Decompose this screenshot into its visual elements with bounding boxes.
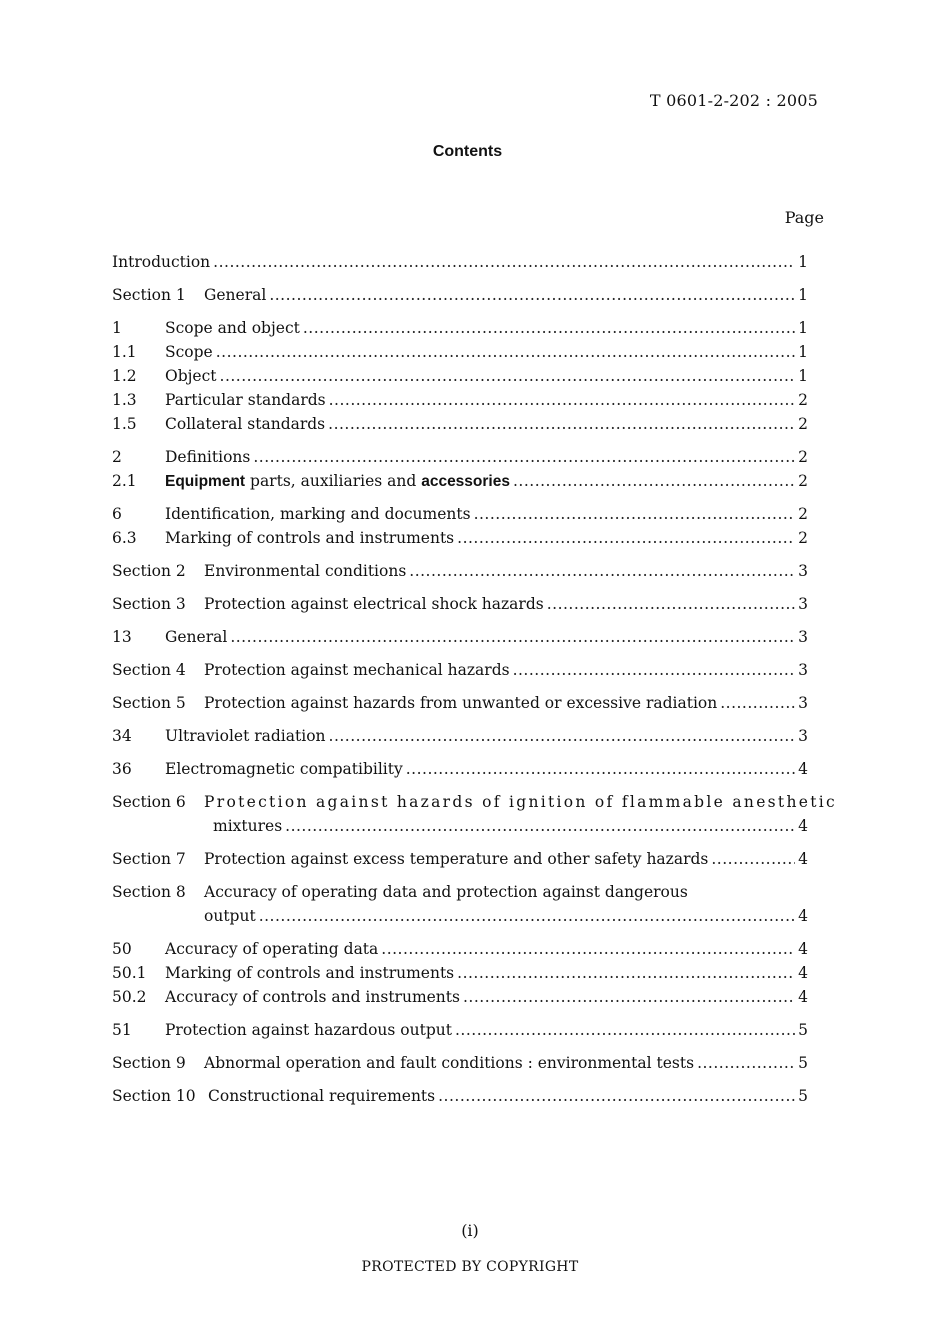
leader-dots — [285, 814, 795, 838]
toc-page: 4 — [798, 817, 808, 835]
toc-label: Introduction — [112, 253, 211, 271]
leader-dots — [547, 592, 795, 616]
toc-page: 4 — [798, 850, 808, 868]
toc-number: 1.2 — [112, 367, 137, 385]
toc-number: Section 10 — [112, 1087, 196, 1105]
toc-entry-section-8[interactable] — [112, 880, 808, 904]
toc-label-bold-term: Equipment — [165, 473, 246, 490]
toc-page: 5 — [798, 1054, 808, 1072]
toc-number: 2.1 — [112, 472, 137, 490]
toc-page: 4 — [798, 964, 808, 982]
toc-number: Section 7 — [112, 850, 186, 868]
leader-dots — [328, 412, 795, 436]
toc-label: Ultraviolet radiation — [165, 727, 326, 745]
table-of-contents — [112, 250, 837, 1108]
leader-dots — [406, 757, 795, 781]
toc-label: Object — [165, 367, 217, 385]
toc-page: 3 — [798, 727, 808, 745]
toc-entry-section-7[interactable] — [112, 847, 808, 871]
toc-page: 1 — [798, 367, 808, 385]
toc-entry-1-5[interactable] — [112, 412, 808, 436]
toc-entry-section-6[interactable] — [112, 790, 837, 814]
toc-page: 2 — [798, 505, 808, 523]
toc-page: 5 — [798, 1021, 808, 1039]
toc-number: 50 — [112, 940, 132, 958]
toc-entry-13[interactable] — [112, 625, 808, 649]
toc-entry-introduction[interactable] — [112, 250, 808, 274]
toc-number: 1.3 — [112, 391, 137, 409]
toc-number: Section 6 — [112, 793, 186, 811]
toc-label: Particular standards — [165, 391, 326, 409]
toc-number: Section 8 — [112, 883, 186, 901]
toc-page: 3 — [798, 661, 808, 679]
leader-dots — [409, 559, 795, 583]
copyright-footer: PROTECTED BY COPYRIGHT — [361, 1259, 579, 1275]
toc-label — [165, 469, 510, 494]
toc-number: 50.1 — [112, 964, 147, 982]
toc-entry-section-2[interactable] — [112, 559, 808, 583]
toc-entry-1-1[interactable] — [112, 340, 808, 364]
toc-entry-50[interactable] — [112, 937, 808, 961]
toc-label: Abnormal operation and fault conditions : environmental tests — [204, 1054, 695, 1072]
toc-number: 1.5 — [112, 415, 137, 433]
leader-dots — [259, 904, 795, 928]
toc-label-continued: mixtures — [213, 817, 283, 835]
toc-label: Constructional requirements — [208, 1087, 436, 1105]
toc-entry-2-1[interactable] — [112, 469, 808, 493]
toc-page: 5 — [798, 1087, 808, 1105]
toc-entry-section-4[interactable] — [112, 658, 808, 682]
toc-entry-1[interactable] — [112, 316, 808, 340]
toc-page: 4 — [798, 760, 808, 778]
toc-number: Section 9 — [112, 1054, 186, 1072]
toc-entry-2[interactable] — [112, 445, 808, 469]
leader-dots — [253, 445, 795, 469]
leader-dots — [513, 658, 796, 682]
toc-label: Marking of controls and instruments — [165, 964, 455, 982]
toc-page: 3 — [798, 628, 808, 646]
toc-number: 6.3 — [112, 529, 137, 547]
leader-dots — [230, 625, 795, 649]
toc-page: 2 — [798, 472, 808, 490]
toc-label: General — [204, 286, 267, 304]
toc-label: Protection against hazardous output — [165, 1021, 452, 1039]
toc-entry-50-2[interactable] — [112, 985, 808, 1009]
toc-entry-section-8-continued[interactable] — [112, 904, 808, 928]
toc-page: 3 — [798, 595, 808, 613]
toc-page: 1 — [798, 286, 808, 304]
toc-number: 13 — [112, 628, 132, 646]
toc-page: 2 — [798, 391, 808, 409]
toc-page: 2 — [798, 529, 808, 547]
toc-number: 1.1 — [112, 343, 137, 361]
toc-label-text: parts, auxiliaries and — [245, 472, 422, 490]
page-title: Contents — [432, 143, 503, 160]
toc-entry-section-5[interactable] — [112, 691, 808, 715]
toc-number: Section 2 — [112, 562, 186, 580]
toc-number: Section 3 — [112, 595, 186, 613]
toc-entry-34[interactable] — [112, 724, 808, 748]
leader-dots — [513, 469, 795, 493]
document-number: T 0601-2-202 : 2005 — [649, 91, 818, 110]
toc-number: Section 1 — [112, 286, 186, 304]
toc-number: 6 — [112, 505, 122, 523]
toc-entry-1-3[interactable] — [112, 388, 808, 412]
page-folio: (i) — [461, 1221, 479, 1240]
toc-entry-section-1[interactable] — [112, 283, 808, 307]
toc-label-bold-term: accessories — [421, 473, 510, 490]
toc-label: Protection against hazards from unwanted or excessive radiation — [204, 694, 718, 712]
toc-number: 2 — [112, 448, 122, 466]
toc-entry-36[interactable] — [112, 757, 808, 781]
leader-dots — [303, 316, 795, 340]
toc-number: Section 5 — [112, 694, 186, 712]
toc-number: 50.2 — [112, 988, 147, 1006]
leader-dots — [220, 364, 796, 388]
toc-entry-6[interactable] — [112, 502, 808, 526]
toc-page: 3 — [798, 562, 808, 580]
toc-label: Protection against excess temperature and other safety hazards — [204, 850, 709, 868]
toc-number: 51 — [112, 1021, 132, 1039]
toc-entry-1-2[interactable] — [112, 364, 808, 388]
page-column-label: Page — [784, 208, 824, 227]
toc-label: Identification, marking and documents — [165, 505, 471, 523]
toc-label: Environmental conditions — [204, 562, 407, 580]
toc-page: 4 — [798, 907, 808, 925]
toc-entry-section-9[interactable] — [112, 1051, 808, 1075]
toc-label: Collateral standards — [165, 415, 326, 433]
toc-number: 34 — [112, 727, 132, 745]
toc-entry-50-1[interactable] — [112, 961, 808, 985]
leader-dots — [213, 250, 795, 274]
toc-label: Electromagnetic compatibility — [165, 760, 403, 778]
leader-dots — [720, 691, 795, 715]
toc-label: Protection against mechanical hazards — [204, 661, 510, 679]
toc-entry-section-10[interactable] — [112, 1084, 808, 1108]
leader-dots — [474, 502, 796, 526]
toc-page: 2 — [798, 448, 808, 466]
toc-page: 1 — [798, 319, 808, 337]
toc-label: General — [165, 628, 228, 646]
toc-page: 2 — [798, 415, 808, 433]
toc-page: 3 — [798, 694, 808, 712]
toc-page: 1 — [798, 253, 808, 271]
leader-dots — [711, 847, 795, 871]
leader-dots — [381, 937, 795, 961]
toc-page: 4 — [798, 940, 808, 958]
toc-number: Section 4 — [112, 661, 186, 679]
toc-page: 1 — [798, 343, 808, 361]
toc-label-continued: output — [204, 907, 256, 925]
toc-entry-section-6-continued[interactable] — [112, 814, 808, 838]
toc-page: 4 — [798, 988, 808, 1006]
leader-dots — [697, 1051, 795, 1075]
toc-number: 1 — [112, 319, 122, 337]
leader-dots — [329, 724, 796, 748]
leader-dots — [329, 388, 796, 412]
leader-dots — [455, 1018, 795, 1042]
toc-entry-51[interactable] — [112, 1018, 808, 1042]
toc-label: Scope and object — [165, 319, 300, 337]
toc-entry-section-3[interactable] — [112, 592, 808, 616]
toc-label: Accuracy of operating data and protection against dangerous — [204, 883, 688, 901]
toc-label: Accuracy of operating data — [165, 940, 379, 958]
leader-dots — [269, 283, 795, 307]
toc-entry-6-3[interactable] — [112, 526, 808, 550]
leader-dots — [463, 985, 795, 1009]
leader-dots — [457, 961, 795, 985]
leader-dots — [457, 526, 795, 550]
toc-label: Protection against hazards of ignition of flammable anesthetic — [204, 793, 837, 811]
leader-dots — [216, 340, 795, 364]
toc-number: 36 — [112, 760, 132, 778]
toc-label: Protection against electrical shock hazards — [204, 595, 544, 613]
toc-label: Definitions — [165, 448, 251, 466]
toc-label: Scope — [165, 343, 213, 361]
leader-dots — [438, 1084, 795, 1108]
toc-label: Marking of controls and instruments — [165, 529, 455, 547]
toc-label: Accuracy of controls and instruments — [165, 988, 460, 1006]
